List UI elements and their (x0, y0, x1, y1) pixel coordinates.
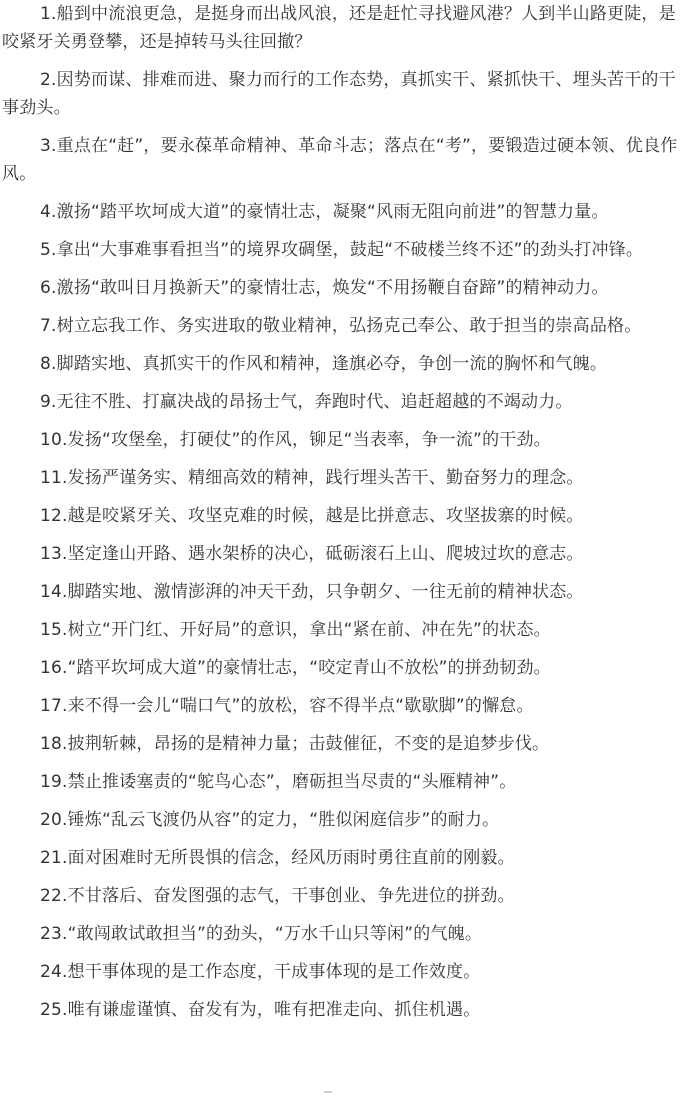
paragraph-17: 17.来不得一会儿“喘口气”的放松，容不得半点“歇歇脚”的懈怠。 (40, 696, 534, 716)
paragraph-9: 9.无往不胜、打赢决战的昂扬士气，奔跑时代、追赶超越的不竭动力。 (40, 392, 573, 412)
paragraph-2: 2.因势而谋、排难而进、聚力而行的工作态势，真抓实干、紧抓快干、埋头苦干的干事劲头。 (2, 70, 676, 118)
paragraph-19: 19.禁止推诿塞责的“鸵鸟心态”，磨砺担当尽责的“头雁精神”。 (40, 772, 517, 792)
paragraph-15: 15.树立“开门红、开好局”的意识，拿出“紧在前、冲在先”的状态。 (40, 620, 551, 640)
bottom-edge-mark (324, 1091, 332, 1097)
paragraph-3: 3.重点在“赶”，要永葆革命精神、革命斗志；落点在“考”，要锻造过硬本领、优良作风。 (2, 136, 678, 184)
paragraph-25: 25.唯有谦虚谨慎、奋发有为，唯有把准走向、抓住机遇。 (40, 1000, 481, 1020)
paragraph-24: 24.想干事体现的是工作态度，干成事体现的是工作效度。 (40, 962, 481, 982)
paragraph-12: 12.越是咬紧牙关、攻坚克难的时候，越是比拼意志、攻坚拔寨的时候。 (40, 506, 584, 526)
paragraph-16: 16.“踏平坎坷成大道”的豪情壮志，“咬定青山不放松”的拼劲韧劲。 (40, 658, 551, 678)
paragraph-11: 11.发扬严谨务实、精细高效的精神，践行埋头苦干、勤奋努力的理念。 (40, 468, 584, 488)
paragraph-20: 20.锤炼“乱云飞渡仍从容”的定力，“胜似闲庭信步”的耐力。 (40, 810, 500, 830)
paragraph-22: 22.不甘落后、奋发图强的志气，干事创业、争先进位的拼劲。 (40, 886, 515, 906)
paragraph-8: 8.脚踏实地、真抓实干的作风和精神，逢旗必夺，争创一流的胸怀和气魄。 (40, 354, 608, 374)
paragraph-23: 23.“敢闯敢试敢担当”的劲头，“万水千山只等闲”的气魄。 (40, 924, 483, 944)
paragraph-18: 18.披荆斩棘，昂扬的是精神力量；击鼓催征，不变的是追梦步伐。 (40, 734, 550, 754)
paragraph-21: 21.面对困难时无所畏惧的信念，经风历雨时勇往直前的刚毅。 (40, 848, 515, 868)
paragraph-1: 1.船到中流浪更急，是挺身而出战风浪，还是赶忙寻找避风港？人到半山路更陡，是咬紧牙关勇登攀，还是掉转马头往回撤？ (2, 4, 676, 52)
paragraph-7: 7.树立忘我工作、务实进取的敬业精神，弘扬克己奉公、敢于担当的崇高品格。 (40, 316, 642, 336)
paragraph-13: 13.坚定逢山开路、遇水架桥的决心，砥砺滚石上山、爬坡过坎的意志。 (40, 544, 584, 564)
paragraph-4: 4.激扬“踏平坎坷成大道”的豪情壮志，凝聚“风雨无阻向前进”的智慧力量。 (40, 202, 609, 222)
paragraph-10: 10.发扬“攻堡垒，打硬仗”的作风，铆足“当表率，争一流”的干劲。 (40, 430, 551, 450)
paragraph-14: 14.脚踏实地、激情澎湃的冲天干劲，只争朝夕、一往无前的精神状态。 (40, 582, 584, 602)
paragraph-6: 6.激扬“敢叫日月换新天”的豪情壮志，焕发“不用扬鞭自奋蹄”的精神动力。 (40, 278, 609, 298)
paragraph-5: 5.拿出“大事难事看担当”的境界攻碉堡，鼓起“不破楼兰终不还”的劲头打冲锋。 (40, 240, 644, 260)
